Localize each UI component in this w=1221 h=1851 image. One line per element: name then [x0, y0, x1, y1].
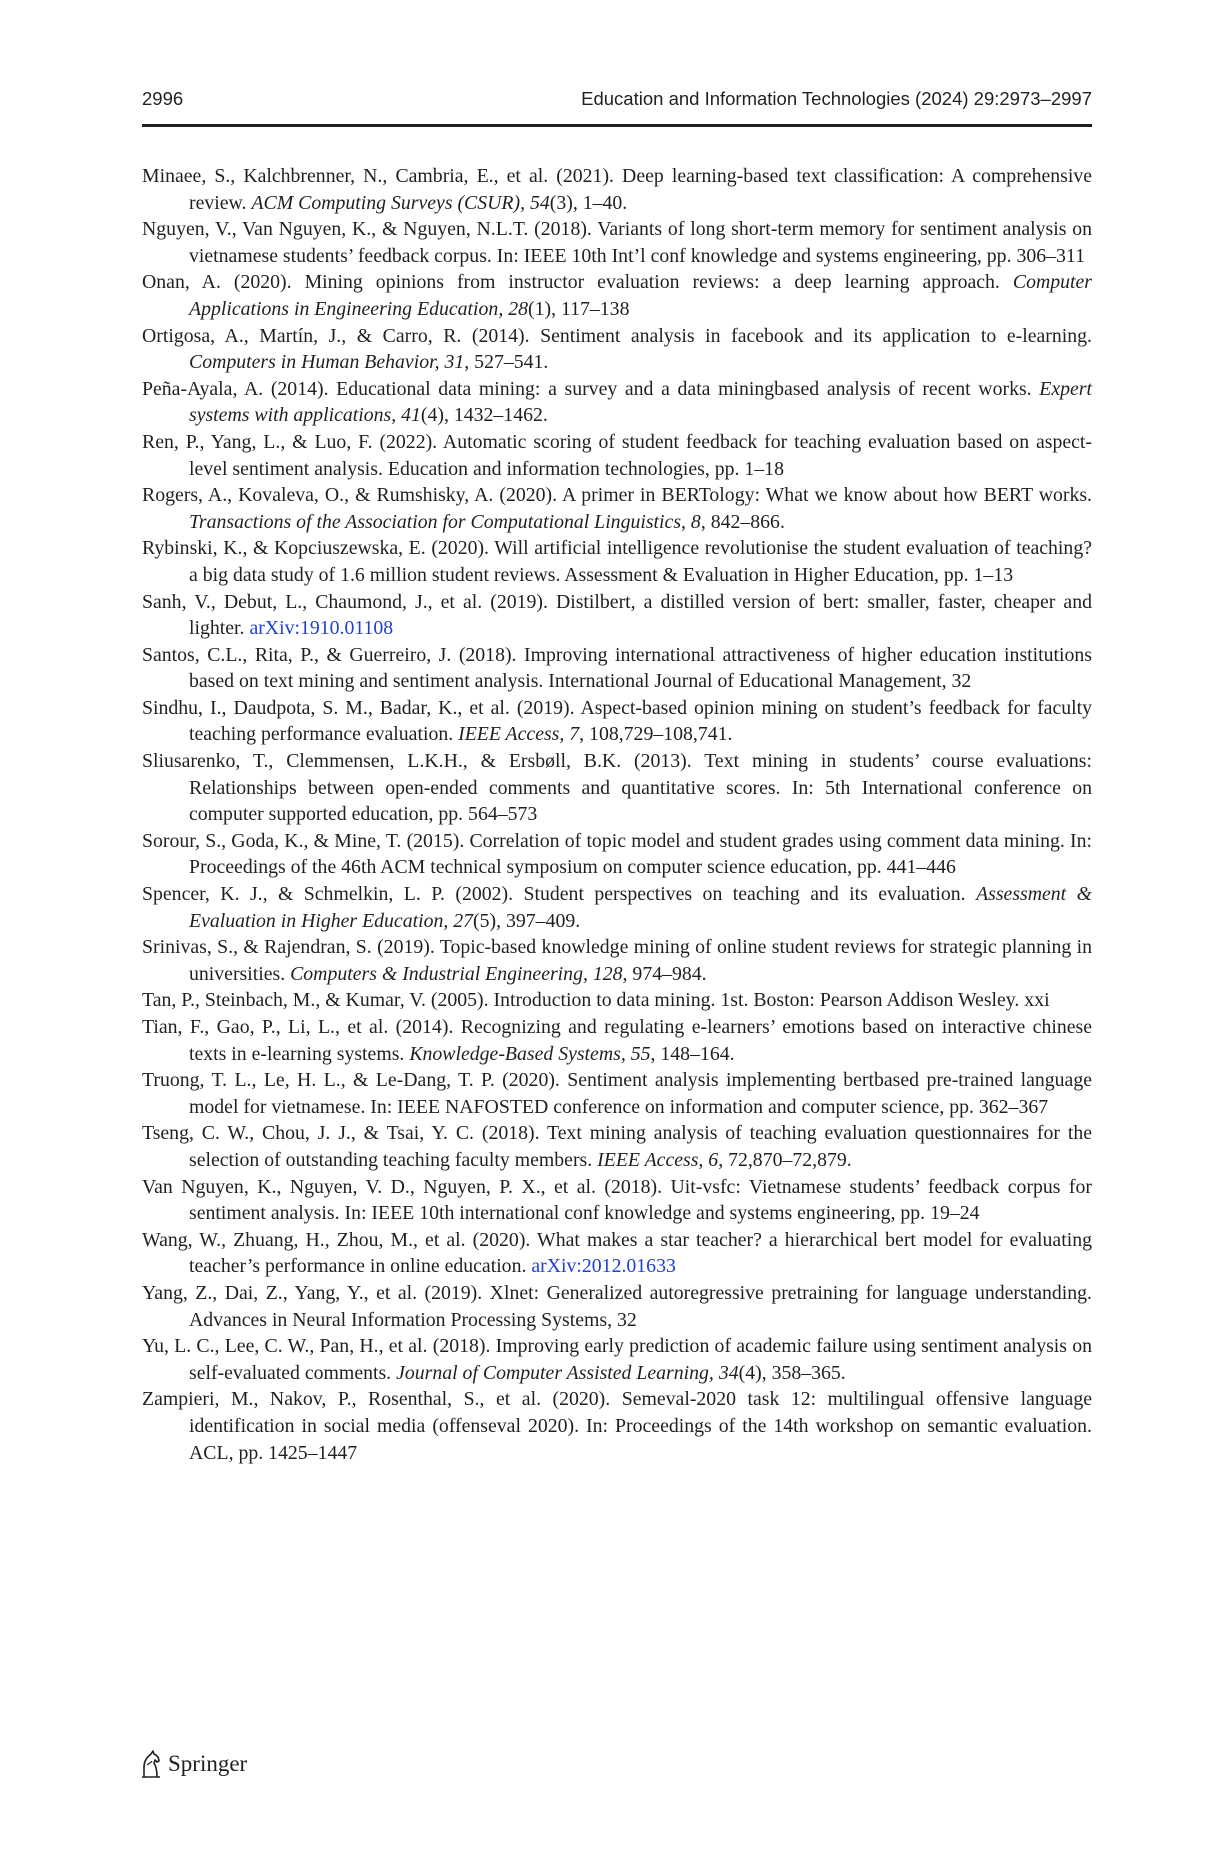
reference-text: Sindhu, I., Daudpota, S. M., Badar, K., et al. (2019). Aspect-based opinion mining on student’s feedback for faculty teaching performance evaluation. — [142, 696, 1092, 746]
reference-text: Wang, W., Zhuang, H., Zhou, M., et al. (2020). What makes a star teacher? a hierarchical bert model for evaluating teacher’s performance in online education. — [142, 1228, 1092, 1278]
journal-title: Expert systems with applications, 41 — [189, 377, 1092, 427]
reference-item — [142, 1386, 1092, 1466]
journal-title: Knowledge-Based Systems, 55 — [409, 1042, 651, 1065]
reference-text: (5), 397–409. — [473, 909, 581, 932]
reference-list — [142, 163, 1092, 1466]
reference-text: Tseng, C. W., Chou, J. J., & Tsai, Y. C. (2018). Text mining analysis of teaching evaluation questionnaires for the selection of outstanding teaching faculty members. — [142, 1122, 1092, 1171]
reference-text: Sliusarenko, T., Clemmensen, L.K.H., & Ersbøll, B.K. (2013). Text mining in students’ course evaluations: Relationships between open-ended comments and quantitative scores. In: 5th International conference on computer supported education, pp. 564–573 — [142, 750, 1092, 826]
reference-item — [142, 323, 1092, 376]
reference-text: Rybinski, K., & Kopciuszewska, E. (2020). Will artificial intelligence revolutionise the student evaluation of teaching? a big data study of 1.6 million student reviews. Assessment & Evaluation in Higher Education, pp. 1–13 — [142, 537, 1092, 586]
journal-citation: Education and Information Technologies (2024) 29:2973–2997 — [581, 88, 1092, 109]
reference-text: , 72,870–72,879. — [718, 1148, 852, 1171]
reference-text: Ren, P., Yang, L., & Luo, F. (2022). Automatic scoring of student feedback for teaching evaluation based on aspect-level sentiment analysis. Education and information technologies, pp. 1–18 — [142, 430, 1092, 480]
publisher-logo — [140, 1748, 247, 1780]
arxiv-link[interactable]: arXiv:2012.01633 — [531, 1255, 676, 1278]
reference-text: Spencer, K. J., & Schmelkin, L. P. (2002). Student perspectives on teaching and its evaluation. — [142, 883, 977, 906]
journal-title: Computers & Industrial Engineering, 128 — [290, 962, 623, 985]
reference-text: Tan, P., Steinbach, M., & Kumar, V. (2005). Introduction to data mining. 1st. Boston: Pearson Addison Wesley. xxi — [142, 989, 1050, 1012]
reference-item — [142, 642, 1092, 695]
reference-text: (3), 1–40. — [549, 191, 628, 214]
reference-item — [142, 1280, 1092, 1333]
reference-item — [142, 482, 1092, 535]
reference-text: Santos, C.L., Rita, P., & Guerreiro, J. (2018). Improving international attractiveness of higher education institutions based on text mining and sentiment analysis. International Journal of Educational Management, 32 — [142, 643, 1092, 693]
reference-item — [142, 748, 1092, 828]
reference-text: Srinivas, S., & Rajendran, S. (2019). Topic-based knowledge mining of online student reviews for strategic planning in universities. — [142, 936, 1092, 985]
reference-text: Sanh, V., Debut, L., Chaumond, J., et al. (2019). Distilbert, a distilled version of bert: smaller, faster, cheaper and lighter. — [142, 590, 1092, 640]
reference-item — [142, 216, 1092, 269]
reference-item — [142, 695, 1092, 748]
reference-text: , 842–866. — [700, 510, 785, 533]
reference-text: (4), 358–365. — [738, 1361, 846, 1384]
reference-item — [142, 429, 1092, 482]
reference-text: , 148–164. — [650, 1042, 735, 1065]
reference-item — [142, 163, 1092, 216]
reference-text: (1), 117–138 — [528, 297, 630, 320]
page-number: 2996 — [142, 88, 184, 109]
reference-item — [142, 535, 1092, 588]
reference-item — [142, 376, 1092, 429]
reference-item — [142, 1067, 1092, 1120]
reference-text: Zampieri, M., Nakov, P., Rosenthal, S., et al. (2020). Semeval-2020 task 12: multilingual offensive language identification in social media (offenseval 2020). In: Proceedings of the 14th workshop on semantic evaluation. ACL, pp. 1425–1447 — [142, 1388, 1092, 1464]
reference-item — [142, 589, 1092, 642]
reference-text: Onan, A. (2020). Mining opinions from instructor evaluation reviews: a deep learning approach. — [142, 271, 1013, 294]
reference-item — [142, 1227, 1092, 1280]
reference-text: (4), 1432–1462. — [420, 404, 548, 427]
journal-title: Computers in Human Behavior, 31 — [189, 351, 465, 374]
reference-text: Yang, Z., Dai, Z., Yang, Y., et al. (2019). Xlnet: Generalized autoregressive pretraining for language understanding. Advances in Neural Information Processing Systems, 32 — [142, 1281, 1092, 1331]
publisher-name: Springer — [168, 1751, 248, 1776]
springer-horse-icon — [140, 1749, 162, 1779]
reference-text: Rogers, A., Kovaleva, O., & Rumshisky, A. (2020). A primer in BERTology: What we know about how BERT works. — [142, 484, 1092, 507]
reference-text: Van Nguyen, K., Nguyen, V. D., Nguyen, P. X., et al. (2018). Uit-vsfc: Vietnamese students’ feedback corpus for sentiment analysis. In: IEEE 10th international conf knowledge and systems engineering, pp. 19–24 — [142, 1175, 1092, 1225]
reference-item — [142, 1120, 1092, 1173]
reference-item — [142, 934, 1092, 987]
journal-title: IEEE Access, 7 — [458, 723, 580, 746]
reference-text: Sorour, S., Goda, K., & Mine, T. (2015). Correlation of topic model and student grades using comment data mining. In: Proceedings of the 46th ACM technical symposium on computer science education, pp. 441–446 — [142, 829, 1092, 879]
reference-text: Truong, T. L., Le, H. L., & Le-Dang, T. P. (2020). Sentiment analysis implementing bertbased pre-trained language model for vietnamese. In: IEEE NAFOSTED conference on information and computer science, pp. 362–367 — [142, 1069, 1092, 1118]
journal-title: ACM Computing Surveys (CSUR), 54 — [251, 191, 550, 214]
header-rule — [142, 124, 1092, 127]
reference-item — [142, 269, 1092, 322]
journal-title: Computer Applications in Engineering Education, 28 — [189, 271, 1092, 320]
journal-title: IEEE Access, 6 — [597, 1148, 719, 1171]
reference-item — [142, 987, 1092, 1014]
reference-item — [142, 828, 1092, 881]
reference-item — [142, 1333, 1092, 1386]
reference-item — [142, 1174, 1092, 1227]
arxiv-link[interactable]: arXiv:1910.01108 — [249, 617, 394, 640]
reference-text: Nguyen, V., Van Nguyen, K., & Nguyen, N.L.T. (2018). Variants of long short-term memory for sentiment analysis on vietnamese students’ feedback corpus. In: IEEE 10th Int’l conf knowledge and systems engineering, pp. 306–311 — [142, 218, 1092, 267]
reference-text: Yu, L. C., Lee, C. W., Pan, H., et al. (2018). Improving early prediction of academic failure using sentiment analysis on self-evaluated comments. — [142, 1335, 1092, 1384]
reference-item — [142, 1014, 1092, 1067]
running-head — [142, 88, 1092, 118]
journal-title: Assessment & Evaluation in Higher Education, 27 — [189, 883, 1092, 932]
reference-text: , 974–984. — [622, 962, 707, 985]
journal-title: Transactions of the Association for Computational Linguistics, 8 — [189, 510, 701, 533]
reference-item — [142, 881, 1092, 934]
reference-text: Minaee, S., Kalchbrenner, N., Cambria, E., et al. (2021). Deep learning-based text classification: A comprehensive review. — [142, 165, 1092, 214]
reference-text: Tian, F., Gao, P., Li, L., et al. (2014). Recognizing and regulating e-learners’ emotions based on interactive chinese texts in e-learning systems. — [142, 1016, 1092, 1065]
reference-text: , 108,729–108,741. — [579, 723, 733, 746]
reference-text: Ortigosa, A., Martín, J., & Carro, R. (2014). Sentiment analysis in facebook and its application to e-learning. — [142, 324, 1092, 347]
reference-text: , 527–541. — [464, 351, 549, 374]
reference-text: Peña-Ayala, A. (2014). Educational data mining: a survey and a data miningbased analysis of recent works. — [142, 377, 1040, 400]
journal-title: Journal of Computer Assisted Learning, 34 — [396, 1361, 739, 1384]
